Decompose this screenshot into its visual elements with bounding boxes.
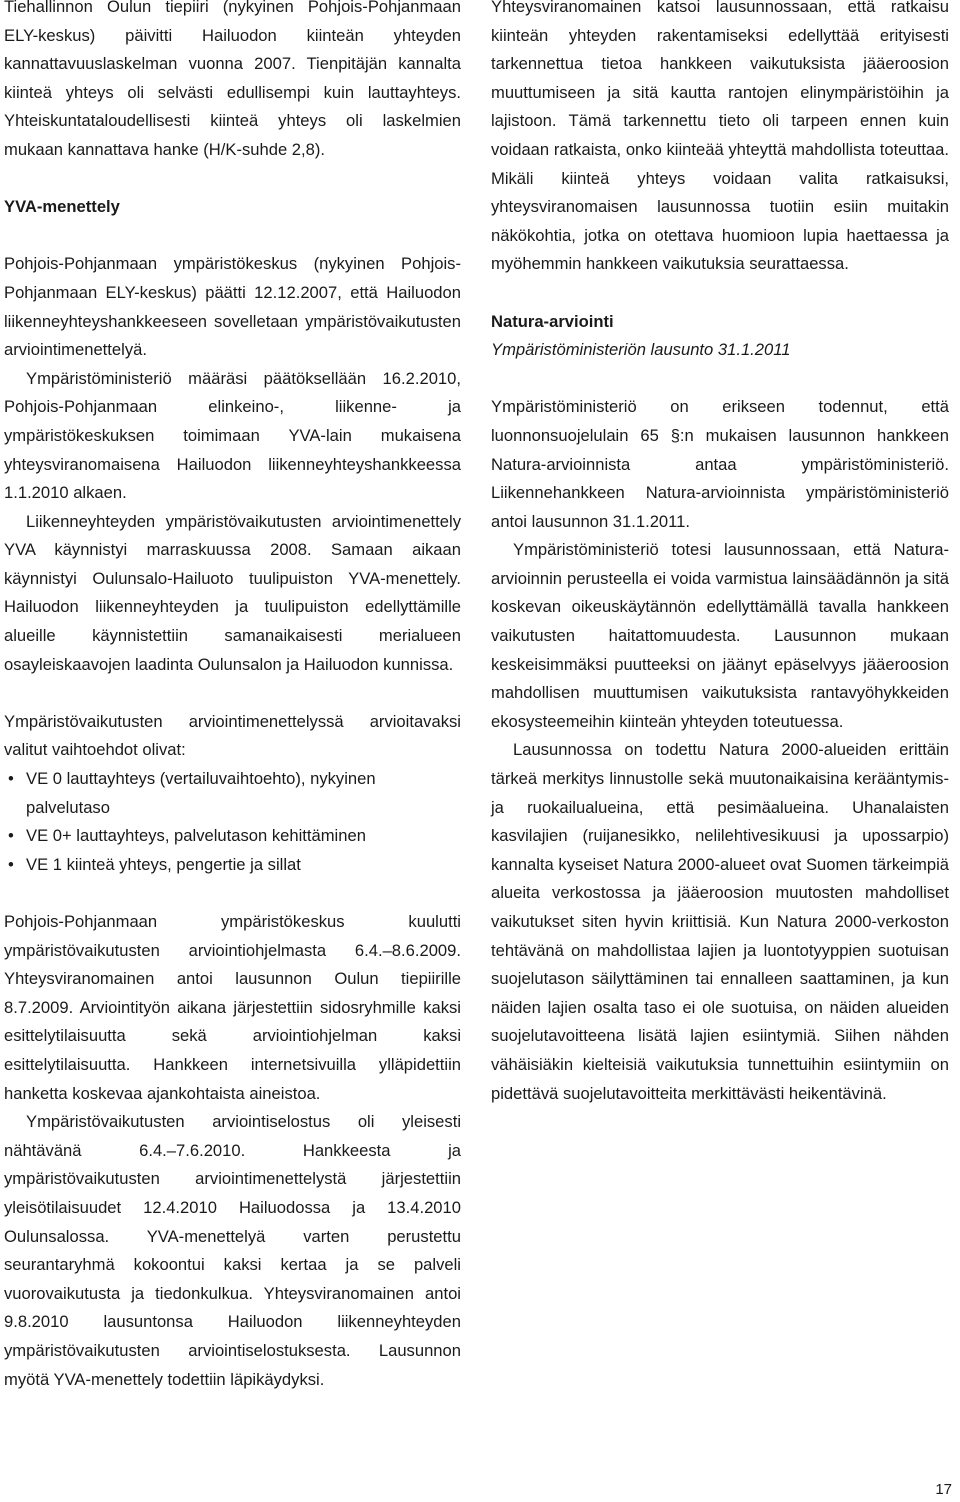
page-number: 17	[935, 1481, 952, 1498]
left-column	[4, 0, 461, 1394]
paragraph-yva-start: Liikenneyhteyden ympäristövaikutusten arviointimenettely YVA käynnistyi marraskuussa 2008. Samaan aikaan käynnistyi Oulunsalo-Hailuoto tuulipuiston YVA-menettely. Hailuodon liikenneyhteyden ja tuulipuiston edellyttämille alueille käynnistettiin samanaikaisesti merialueen osayleiskaavojen laadinta Oulunsalon ja Hailuodon kunnissa.	[4, 511, 461, 674]
paragraph-yva-decision: Pohjois-Pohjanmaan ympäristökeskus (nykyinen Pohjois-Pohjanmaan ELY-keskus) päätti 12.12.2007, että Hailuodon liikenneyhteyshankkeeseen sovelletaan ympäristövaikutusten arviointimenettelyä.	[4, 254, 461, 360]
section-heading-yva: YVA-menettely	[4, 197, 120, 217]
right-column	[491, 0, 949, 1108]
paragraph-ministry-order: Ympäristöministeriö määräsi päätöksellään 16.2.2010, Pohjois-Pohjanmaan elinkeino-, liikenne- ja ympäristökeskuksen toimimaan YVA-lain mukaisena yhteysviranomaisena Hailuodon liikenneyhteyshankkeessa 1.1.2010 alkaen.	[4, 368, 461, 503]
left-intro-paragraph: Tiehallinnon Oulun tiepiiri (nykyinen Pohjois-Pohjanmaan ELY-keskus) päivitti Hailuodon kiinteän yhteyden kannattavuuslaskelman vuonna 2007. Tienpitäjän kannalta kiinteä yhteys oli selvästi edullisempi kuin lauttayhteys. Yhteiskuntataloudellisesti kiinteä yhteys oli laskelmien mukaan kannattava hanke (H/K-suhde 2,8).	[4, 0, 461, 159]
paragraph-ministry-statement: Ympäristöministeriö on erikseen todennut, että luonnonsuojelulain 65 §:n mukaisen lausunnon hankkeen Natura-arvioinnista antaa ympäristöministeriö. Liikennehankkeen Natura-arvioinnista ympäristöministeriö antoi lausunnon 31.1.2011.	[491, 397, 949, 531]
subheading-ministry-statement: Ympäristöministeriön lausunto 31.1.2011	[491, 340, 791, 360]
right-intro-paragraph: Yhteysviranomainen katsoi lausunnossaan, että ratkaisu kiinteän yhteyden rakentamiseksi edellyttää erityisesti tarkennettua tietoa hankkeen vaikutuksista jääeroosion muuttumiseen ja sitä kautta rantojen elinympäristöihin ja lajistoon. Tämä tarkennettu tieto oli tarpeen ennen kuin voidaan ratkaista, onko kiinteää yhteyttä mahdollista toteuttaa. Mikäli kiinteä yhteys voidaan valita ratkaisuksi, yhteysviranomaisen lausunnossa tuotiin esiin muitakin näkökohtia, jotka on otettava huomioon lupia haettaessa ja myöhemmin hankkeen vaikutuksia seurattaessa.	[491, 0, 949, 274]
alternatives-list	[4, 765, 461, 879]
paragraph-alternatives-intro: Ympäristövaikutusten arviointimenettelyssä arvioitavaksi valitut vaihtoehdot olivat:	[4, 711, 461, 760]
paragraph-program-announcement: Pohjois-Pohjanmaan ympäristökeskus kuulutti ympäristövaikutusten arviointiohjelmasta 6.4.–8.6.2009. Yhteysviranomainen antoi lausunnon Oulun tiepiirille 8.7.2009. Arviointityön aikana järjestettiin sidosryhmille kaksi esittelytilaisuutta sekä arviointiohjelman kaksi esittelytilaisuutta. Hankkeen internetsivuilla ylläpidettiin hanketta koskevaa ajankohtaista aineistoa.	[4, 912, 461, 1103]
paragraph-natura-findings: Ympäristöministeriö totesi lausunnossaan, että Natura-arvioinnin perusteella ei voida varmistua lainsäädännön ja sitä koskevan oikeuskäytännön edellyttämällä tavalla hankkeen vaikutusten haitattomuudesta. Lausunnon mukaan keskeisimmäksi puutteeksi on jäänyt epäselvyys jääeroosion mahdollisen muuttumisen vaikutuksista rantavyöhykkeiden ekosysteemeihin kiinteän yhteyden toteutuessa.	[491, 540, 949, 731]
list-item: • VE 1 kiinteä yhteys, pengertie ja sillat	[4, 851, 461, 880]
list-item: • VE 0 lauttayhteys (vertailuvaihtoehto), nykyinen palvelutaso	[4, 765, 461, 822]
paragraph-report-display: Ympäristövaikutusten arviointiselostus oli yleisesti nähtävänä 6.4.–7.6.2010. Hankkeesta ja ympäristövaikutusten arviointimenettelystä järjestettiin yleisötilaisuudet 12.4.2010 Hailuodossa ja 13.4.2010 Oulunsalossa. YVA-menettelyä varten perustettu seurantaryhmä kokoontui kaksi kertaa ja se palveli vuorovaikutusta ja tiedonkulkua. Yhteysviranomainen antoi 9.8.2010 lausuntonsa Hailuodon liikenneyhteyden ympäristövaikutusten arviointiselostuksesta. Lausunnon myötä YVA-menettely todettiin läpikäydyksi.	[4, 1112, 461, 1389]
paragraph-natura-significance: Lausunnossa on todettu Natura 2000-alueiden erittäin tärkeä merkitys linnustolle sekä muutonaikaisina kerääntymis- ja ruokailualueina, että pesimäalueina. Uhanalaisten kasvilajien (ruijanesikko, nelilehtivesikuusi ja upossarpio) kannalta kyseiset Natura 2000-alueet ovat Suomen tärkeimpiä alueita verkostossa ja jääeroosion muutosten mahdolliset vaikutukset siten hyvin kriittisiä. Kun Natura 2000-verkoston tehtävänä on mahdollistaa lajien ja luontotyyppien suotuisan suojelutason säilyttäminen tai ennalleen saattaminen, ja kun näiden lajien osalta taso ei ole suotuisa, on näiden alueiden suojelutavoitteena lisätä lajien esiintymiä. Siihen nähden vähäisiäkin kielteisiä vaikutuksia tunnettuihin esiintymiin on pidettävä suojelutavoitteita merkittävästi heikentävinä.	[491, 740, 949, 1103]
list-item: • VE 0+ lauttayhteys, palvelutason kehittäminen	[4, 822, 461, 851]
section-heading-natura: Natura-arviointi	[491, 311, 614, 331]
